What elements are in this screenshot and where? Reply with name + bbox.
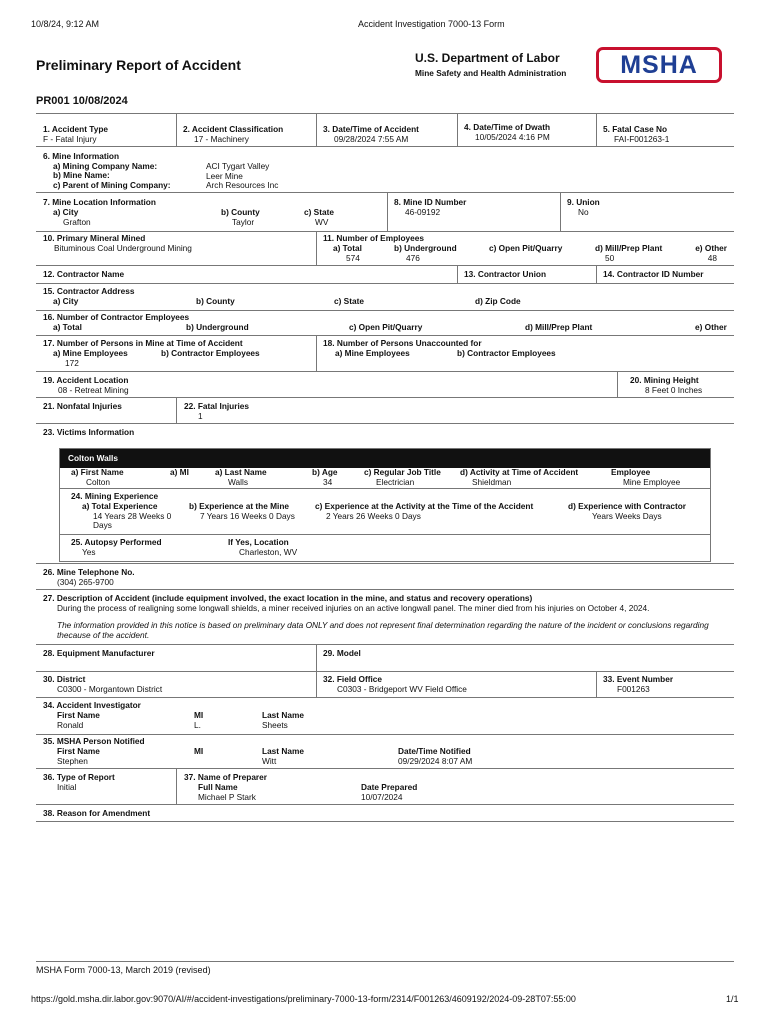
label: First Name bbox=[57, 710, 100, 720]
label: e) Other bbox=[695, 243, 727, 253]
field-mine-telephone bbox=[43, 568, 135, 587]
field-contractor-union: 13. Contractor Union bbox=[464, 269, 547, 279]
label: 36. Type of Report bbox=[43, 772, 115, 782]
value: Witt bbox=[262, 755, 277, 766]
value: 34 bbox=[323, 476, 333, 487]
description-text: During the process of realigning some longwall shields, a miner received injuries on an active longwall panel. The miner died from his injuries on October 4, 2024. bbox=[57, 602, 650, 613]
employees-mill bbox=[595, 244, 662, 263]
field-mine-location-label: 7. Mine Location Information bbox=[43, 197, 156, 207]
victim-age bbox=[312, 468, 338, 487]
preparer-full-name bbox=[198, 783, 256, 802]
contractor-emp-other: e) Other bbox=[695, 322, 727, 332]
label: d) Mill/Prep Plant bbox=[595, 243, 663, 253]
field-msha-person-notified: 35. MSHA Person Notified bbox=[43, 736, 145, 746]
value: 17 - Machinery bbox=[194, 133, 249, 144]
field-type-of-report bbox=[43, 773, 115, 792]
value: (304) 265-9700 bbox=[57, 576, 114, 587]
field-name-of-preparer: 37. Name of Preparer bbox=[184, 772, 268, 782]
value: 10/05/2024 4:16 PM bbox=[475, 131, 550, 142]
sub-label: b) Mine Name: bbox=[53, 170, 110, 181]
field-persons-in-mine: 17. Number of Persons in Mine at Time of Accident bbox=[43, 338, 243, 348]
value: Arch Resources Inc bbox=[206, 180, 279, 191]
field-accident-investigator: 34. Accident Investigator bbox=[43, 700, 141, 710]
field-contractor-employees: 16. Number of Contractor Employees bbox=[43, 312, 190, 322]
victim-experience-contractor bbox=[568, 502, 686, 521]
mine-info-values bbox=[206, 162, 278, 191]
value: 2 Years 26 Weeks 0 Days bbox=[326, 510, 421, 521]
value: Initial bbox=[57, 781, 77, 792]
persons-contractor-employees: b) Contractor Employees bbox=[161, 348, 260, 358]
label: a) First Name bbox=[71, 467, 124, 477]
victim-autopsy-location bbox=[228, 538, 297, 557]
value: Mine Employee bbox=[623, 476, 681, 487]
label: b) Experience at the Mine bbox=[189, 501, 290, 511]
contractor-county-label: b) County bbox=[196, 296, 235, 306]
preparer-date bbox=[361, 783, 417, 802]
value: Ronald bbox=[57, 719, 84, 730]
value: 48 bbox=[707, 252, 717, 263]
investigator-mi bbox=[194, 711, 203, 730]
label: 33. Event Number bbox=[603, 674, 674, 684]
value: C0303 - Bridgeport WV Field Office bbox=[337, 683, 467, 694]
contractor-zip-label: d) Zip Code bbox=[475, 296, 521, 306]
field-model: 29. Model bbox=[323, 648, 361, 658]
label: Date/Time Notified bbox=[398, 746, 471, 756]
label: Employee bbox=[611, 467, 651, 477]
victim-experience-activity bbox=[315, 502, 533, 521]
value: ACI Tygart Valley bbox=[206, 161, 270, 171]
field-victims-information: 23. Victims Information bbox=[43, 427, 135, 437]
value: 7 Years 16 Weeks 0 Days bbox=[200, 510, 295, 521]
label: c) Experience at the Activity at the Time of the Accident bbox=[315, 501, 534, 511]
persons-mine-employees bbox=[53, 349, 128, 368]
field-number-employees-label: 11. Number of Employees bbox=[323, 233, 424, 243]
field-accident-location bbox=[43, 376, 129, 395]
print-url: https://gold.msha.dir.labor.gov:9070/AI/#/accident-investigations/preliminary-7000-13-form/2314/F001263/4609192/2024-09-28T07:55:00 bbox=[31, 994, 576, 1004]
notified-first-name bbox=[57, 747, 100, 766]
victim-total-experience bbox=[82, 502, 182, 531]
label: 22. Fatal Injuries bbox=[184, 401, 250, 411]
field-equipment-manufacturer: 28. Equipment Manufacturer bbox=[43, 648, 155, 658]
label: c) Regular Job Title bbox=[364, 467, 441, 477]
label: a) Last Name bbox=[215, 467, 267, 477]
value: 09/28/2024 7:55 AM bbox=[334, 133, 409, 144]
report-title: Preliminary Report of Accident bbox=[36, 57, 241, 73]
label: a) Total bbox=[333, 243, 362, 253]
notified-last-name bbox=[262, 747, 304, 766]
sub-label: a) Mining Company Name: bbox=[53, 160, 158, 171]
notified-datetime bbox=[398, 747, 472, 766]
department-name: U.S. Department of Labor bbox=[415, 51, 560, 65]
label: 10. Primary Mineral Mined bbox=[43, 233, 146, 243]
investigator-last-name bbox=[262, 711, 304, 730]
value: 476 bbox=[406, 252, 420, 263]
field-district bbox=[43, 675, 162, 694]
field-contractor-name: 12. Contractor Name bbox=[43, 269, 125, 279]
field-mine-information bbox=[43, 152, 171, 190]
field-accident-classification bbox=[183, 125, 283, 144]
label: If Yes, Location bbox=[228, 537, 289, 547]
contractor-emp-total: a) Total bbox=[53, 322, 82, 332]
value: 8 Feet 0 Inches bbox=[645, 384, 703, 395]
value: Sheets bbox=[262, 719, 288, 730]
unaccounted-mine-employees: a) Mine Employees bbox=[335, 348, 410, 358]
label: 2. Accident Classification bbox=[183, 124, 284, 134]
employees-open-pit: c) Open Pit/Quarry bbox=[489, 243, 563, 253]
value: F001263 bbox=[617, 683, 650, 694]
employees-other bbox=[678, 244, 727, 263]
label: b) County bbox=[221, 207, 260, 217]
value: No bbox=[578, 206, 589, 217]
value: Taylor bbox=[232, 216, 255, 227]
field-primary-mineral bbox=[43, 234, 192, 253]
label: d) Experience with Contractor bbox=[568, 501, 687, 511]
label: a) Mine Employees bbox=[53, 348, 128, 358]
value: Grafton bbox=[63, 216, 91, 227]
value: 14 Years 28 Weeks 0 Days bbox=[93, 510, 172, 531]
field-contractor-id: 14. Contractor ID Number bbox=[603, 269, 704, 279]
field-contractor-address: 15. Contractor Address bbox=[43, 286, 135, 296]
value: 172 bbox=[65, 357, 79, 368]
label: Date Prepared bbox=[361, 782, 418, 792]
victim-mining-experience: 24. Mining Experience bbox=[71, 491, 159, 501]
label: First Name bbox=[57, 746, 100, 756]
victim-autopsy bbox=[71, 538, 162, 557]
employees-underground bbox=[394, 244, 457, 263]
mine-state bbox=[304, 208, 334, 227]
contractor-state-label: c) State bbox=[334, 296, 364, 306]
victim-employee-type bbox=[611, 468, 680, 487]
value: 10/07/2024 bbox=[361, 791, 403, 802]
print-doc-title: Accident Investigation 7000-13 Form bbox=[358, 19, 505, 29]
label: 1. Accident Type bbox=[43, 124, 109, 134]
label: a) Total Experience bbox=[82, 501, 158, 511]
victim-mi: a) MI bbox=[170, 467, 189, 477]
label: b) Age bbox=[312, 467, 338, 477]
label: 32. Field Office bbox=[323, 674, 383, 684]
contractor-emp-open-pit: c) Open Pit/Quarry bbox=[349, 322, 423, 332]
label: Last Name bbox=[262, 710, 304, 720]
label: 27. Description of Accident (include equipment involved, the exact location in the mine, and status and recovery operations) bbox=[43, 593, 533, 603]
label: 25. Autopsy Performed bbox=[71, 537, 162, 547]
label: b) Underground bbox=[394, 243, 457, 253]
field-accident-type bbox=[43, 125, 108, 144]
label: Full Name bbox=[198, 782, 238, 792]
label: 9. Union bbox=[567, 197, 600, 207]
label: 6. Mine Information bbox=[43, 151, 120, 161]
notified-mi: MI bbox=[194, 746, 204, 756]
victim-last-name bbox=[215, 468, 267, 487]
value: Yes bbox=[82, 546, 96, 557]
value: Colton bbox=[86, 476, 110, 487]
field-fatal-case-no bbox=[603, 125, 669, 144]
value: Shieldman bbox=[472, 476, 512, 487]
label: Last Name bbox=[262, 746, 304, 756]
field-persons-unaccounted: 18. Number of Persons Unaccounted for bbox=[323, 338, 482, 348]
field-accident-description bbox=[43, 594, 733, 640]
form-footer: MSHA Form 7000-13, March 2019 (revised) bbox=[36, 965, 211, 975]
value: 574 bbox=[346, 252, 360, 263]
contractor-city-label: a) City bbox=[53, 296, 79, 306]
label: 3. Date/Time of Accident bbox=[323, 124, 419, 134]
value: Stephen bbox=[57, 755, 88, 766]
label: 30. District bbox=[43, 674, 86, 684]
label: 26. Mine Telephone No. bbox=[43, 567, 135, 577]
value: F - Fatal Injury bbox=[43, 133, 97, 144]
report-id: PR001 10/08/2024 bbox=[36, 95, 128, 107]
value: L. bbox=[194, 719, 201, 730]
contractor-emp-underground: b) Underground bbox=[186, 322, 249, 332]
victim-job-title bbox=[364, 468, 441, 487]
label: 8. Mine ID Number bbox=[394, 197, 467, 207]
label: 20. Mining Height bbox=[630, 375, 699, 385]
value: Leer Mine bbox=[206, 170, 243, 181]
sub-label: c) Parent of Mining Company: bbox=[53, 179, 171, 190]
field-mining-height bbox=[630, 376, 702, 395]
contractor-emp-mill: d) Mill/Prep Plant bbox=[525, 322, 593, 332]
victim-first-name bbox=[71, 468, 124, 487]
label: 5. Fatal Case No bbox=[603, 124, 668, 134]
field-reason-amendment: 38. Reason for Amendment bbox=[43, 808, 151, 818]
field-fatal-injuries bbox=[184, 402, 249, 421]
value: WV bbox=[315, 216, 329, 227]
label: MI bbox=[194, 710, 204, 720]
value: Charleston, WV bbox=[239, 546, 298, 557]
field-nonfatal-injuries: 21. Nonfatal Injuries bbox=[43, 401, 122, 411]
field-death-datetime bbox=[464, 123, 550, 142]
value: 1 bbox=[198, 410, 203, 421]
value: Electrician bbox=[376, 476, 415, 487]
field-union bbox=[567, 198, 600, 217]
value: C0300 - Morgantown District bbox=[57, 683, 163, 694]
field-accident-datetime bbox=[323, 125, 419, 144]
msha-logo-text: MSHA bbox=[620, 51, 698, 79]
unaccounted-contractor-employees: b) Contractor Employees bbox=[457, 348, 556, 358]
value: FAI-F001263-1 bbox=[614, 133, 670, 144]
employees-total bbox=[333, 244, 362, 263]
value: 50 bbox=[605, 252, 615, 263]
label: d) Activity at Time of Accident bbox=[460, 467, 579, 477]
agency-name: Mine Safety and Health Administration bbox=[415, 68, 567, 78]
label: 19. Accident Location bbox=[43, 375, 129, 385]
label: c) State bbox=[304, 207, 334, 217]
mine-county bbox=[221, 208, 260, 227]
victim-activity bbox=[460, 468, 578, 487]
msha-logo bbox=[596, 47, 722, 83]
field-event-number bbox=[603, 675, 673, 694]
value: Walls bbox=[228, 476, 248, 487]
value: Years Weeks Days bbox=[592, 510, 662, 521]
value: 46-09192 bbox=[405, 206, 441, 217]
label: 4. Date/Time of Dwath bbox=[464, 122, 551, 132]
value: Michael P Stark bbox=[198, 791, 256, 802]
field-field-office bbox=[323, 675, 467, 694]
field-mine-id bbox=[394, 198, 466, 217]
victim-name: Colton Walls bbox=[68, 453, 118, 463]
print-datetime: 10/8/24, 9:12 AM bbox=[31, 19, 100, 29]
investigator-first-name bbox=[57, 711, 100, 730]
mine-city bbox=[53, 208, 91, 227]
value: 08 - Retreat Mining bbox=[58, 384, 129, 395]
print-page-number: 1/1 bbox=[726, 994, 739, 1004]
disclaimer-text: The information provided in this notice is based on preliminary data ONLY and does not represent final determination regarding the nature of the incident or conclusions regarding thecause of the accident. bbox=[57, 620, 709, 640]
label: a) City bbox=[53, 207, 79, 217]
victim-experience-mine bbox=[189, 502, 295, 521]
value: 09/29/2024 8:07 AM bbox=[398, 755, 473, 766]
value: Bituminous Coal Underground Mining bbox=[54, 242, 192, 253]
victim-name-bar bbox=[60, 449, 710, 468]
